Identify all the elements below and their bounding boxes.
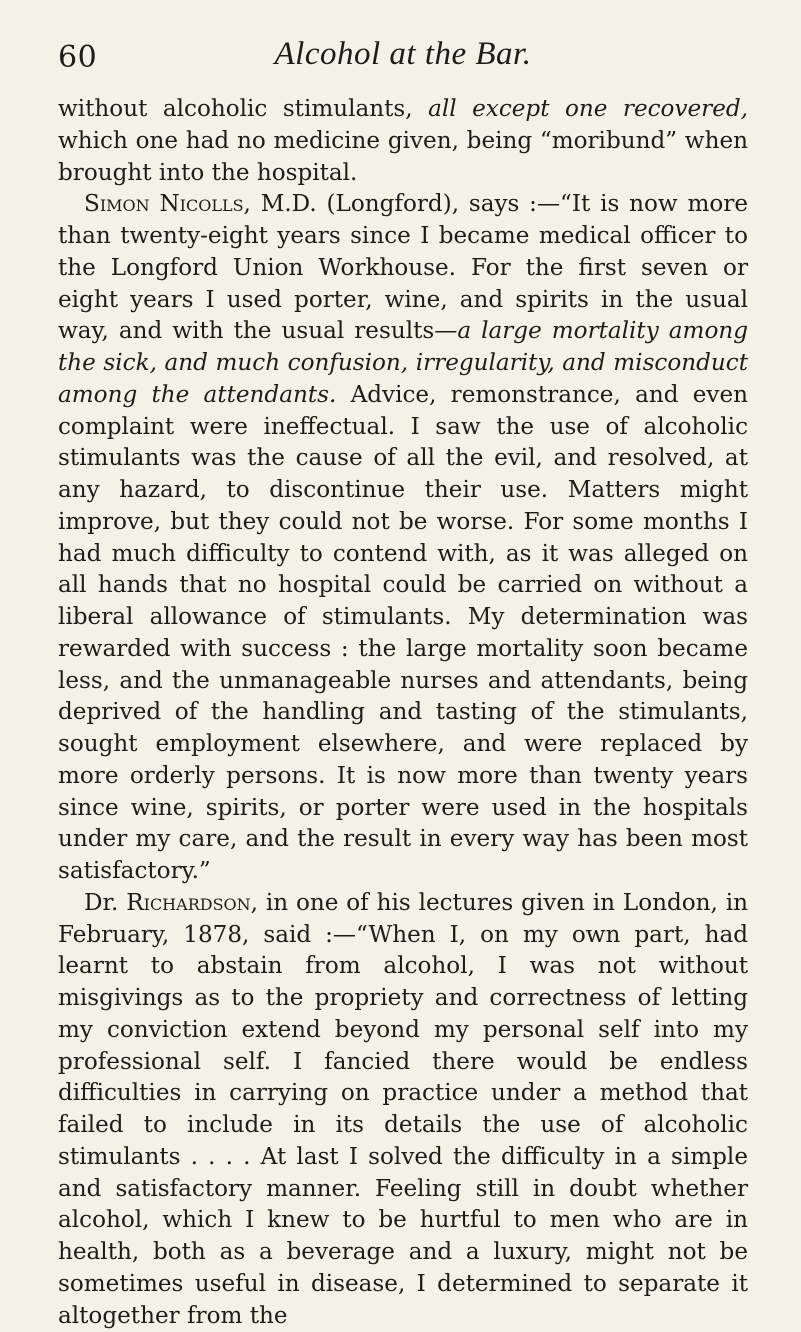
paragraph-1-text-c: which one had no medicine given, being “moribund” when brought into the hospital. xyxy=(58,127,748,186)
paragraph-2-text-a: , M.D. (Longford), says :—“It is now more than twenty-eight years since I became medical officer to the Longford Union Workhouse. For the first seven or eight years I used porter, wine, and spirits in the usual way, and with the usual results— xyxy=(58,191,748,345)
paragraph-2-emphasis: a large mortality among the sick, and much confusion, irregularity, and misconduct among the attendants. xyxy=(58,318,749,408)
paragraph-3-speaker: Richardson xyxy=(126,889,251,916)
paragraph-3 xyxy=(58,888,748,1332)
paragraph-1 xyxy=(58,94,748,189)
body-text xyxy=(58,94,748,1332)
paragraph-3-prefix: Dr. xyxy=(84,889,127,916)
paragraph-2-text-c: Advice, remonstrance, and even complaint were ineffectual. I saw the use of alcoholic stimulants was the cause of all the evil, and resolved, at any hazard, to discontinue their use. Matters might improve, but they could not be worse. For some months I had much difficulty to contend with, as it was alleged on all hands that no hospital could be carried on without a liberal allowance of stimulants. My determination was rewarded with success : the large mortality soon became less, and the unmanageable nurses and attendants, being deprived of the handling and tasting of the stimulants, sought employment elsewhere, and were replaced by more orderly persons. It is now more than twenty years since wine, spirits, or porter were used in the hospitals under my care, and the result in every way has been most satisfactory.” xyxy=(58,381,748,884)
paragraph-1-text-a: without alcoholic stimulants, xyxy=(58,96,429,122)
page-header xyxy=(58,34,748,84)
running-title: Alcohol at the Bar. xyxy=(274,36,532,72)
paragraph-1-emphasis: all except one recovered, xyxy=(428,96,749,122)
paragraph-3-text-a: , in one of his lectures given in London, in February, 1878, said :—“When I, on my own part, had learnt to abstain from alcohol, I was not without misgivings as to the propriety and correctness of letting my conviction extend beyond my personal self into my professional self. I fancied there would be endless difficulties in carrying on practice under a method that failed to include in its details the use of alcoholic stimulants . . . . At last I solved the difficulty in a simple and satisfactory manner. Feeling still in doubt whether alcohol, which I knew to be hurtful to men who are in health, both as a beverage and a luxury, might not be sometimes useful in disease, I determined to separate it altogether from the xyxy=(58,889,748,1329)
paragraph-2-speaker: Simon Nicolls xyxy=(84,191,244,218)
page-number: 60 xyxy=(58,40,98,75)
paragraph-2 xyxy=(58,189,748,888)
